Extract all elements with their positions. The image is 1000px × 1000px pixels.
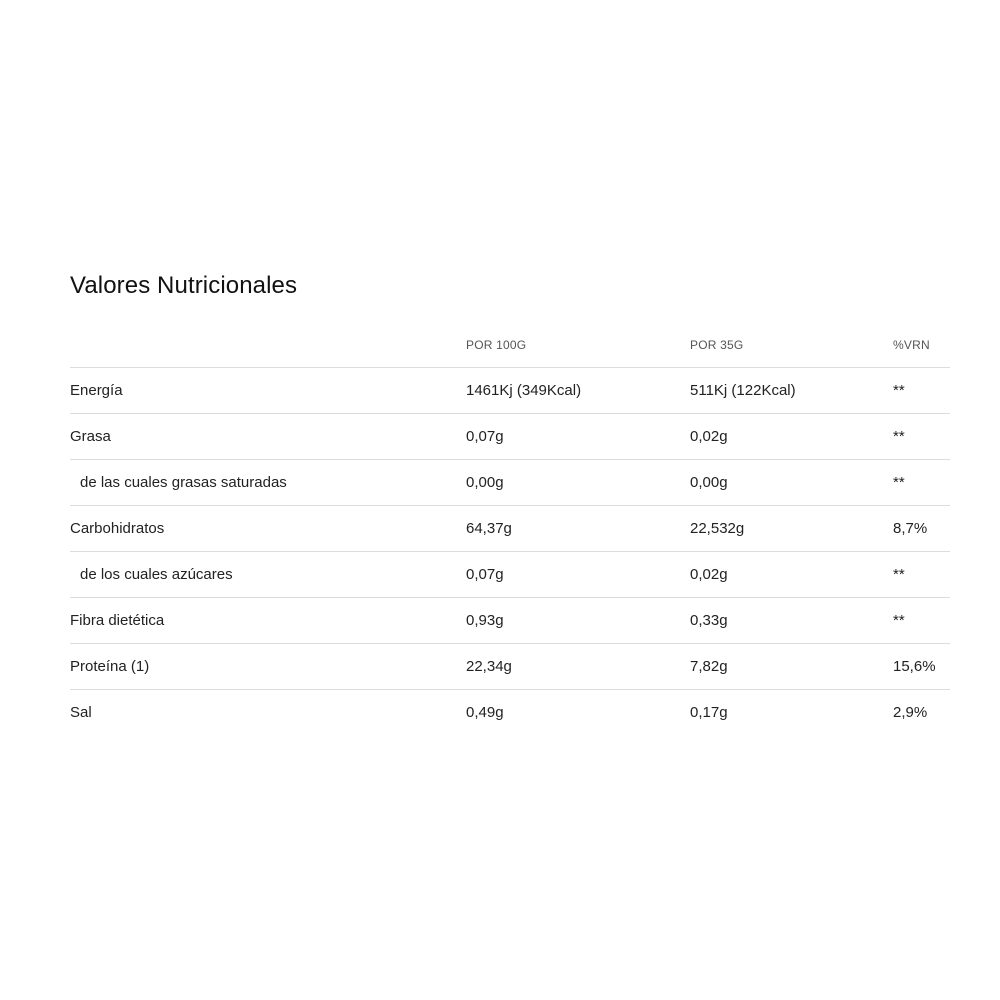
nutrient-name: Carbohidratos bbox=[70, 506, 466, 552]
value-vrn: ** bbox=[893, 460, 950, 506]
header-vrn: %VRN bbox=[893, 322, 950, 368]
header-nutrient bbox=[70, 322, 466, 368]
value-vrn: 2,9% bbox=[893, 704, 928, 721]
value-per-100g: 64,37g bbox=[466, 506, 690, 552]
value-per-100g: 22,34g bbox=[466, 644, 690, 690]
nutrient-name: Energía bbox=[70, 368, 466, 414]
table-row bbox=[70, 644, 950, 690]
value-per-35g: 0,33g bbox=[690, 598, 893, 644]
page-title: Valores Nutricionales bbox=[70, 272, 298, 299]
value-per-35g: 0,02g bbox=[690, 552, 893, 598]
value-per-100g: 0,49g bbox=[466, 704, 504, 721]
table-row bbox=[70, 690, 950, 736]
nutrient-name: de los cuales azúcares bbox=[70, 552, 466, 598]
nutrient-name: Grasa bbox=[70, 414, 466, 460]
value-per-35g: 7,82g bbox=[690, 644, 893, 690]
table-row bbox=[70, 368, 950, 414]
table-header-row bbox=[70, 322, 950, 368]
value-per-35g: 0,02g bbox=[690, 414, 893, 460]
value-per-100g: 0,07g bbox=[466, 414, 690, 460]
table-row bbox=[70, 506, 950, 552]
value-per-35g: 511Kj (122Kcal) bbox=[690, 368, 893, 414]
header-per-35g: POR 35G bbox=[690, 322, 893, 368]
table-row bbox=[70, 552, 950, 598]
header-per-100g: POR 100G bbox=[466, 322, 690, 368]
table-row bbox=[70, 460, 950, 506]
value-vrn: ** bbox=[893, 414, 950, 460]
value-per-100g: 0,93g bbox=[466, 598, 690, 644]
value-vrn: 8,7% bbox=[893, 506, 950, 552]
value-per-100g: 0,00g bbox=[466, 460, 690, 506]
value-per-35g: 0,00g bbox=[690, 460, 893, 506]
value-per-100g: 0,07g bbox=[466, 552, 690, 598]
value-per-100g: 1461Kj (349Kcal) bbox=[466, 368, 690, 414]
table-row bbox=[70, 598, 950, 644]
value-vrn: 15,6% bbox=[893, 644, 950, 690]
nutrient-name: Fibra dietética bbox=[70, 598, 466, 644]
value-vrn: ** bbox=[893, 552, 950, 598]
nutrient-name: Proteína (1) bbox=[70, 644, 466, 690]
nutrition-table bbox=[70, 322, 950, 735]
value-per-35g: 22,532g bbox=[690, 506, 893, 552]
value-per-35g: 0,17g bbox=[690, 704, 728, 721]
value-vrn: ** bbox=[893, 368, 950, 414]
nutrient-name: Sal bbox=[70, 704, 92, 721]
nutrient-name: de las cuales grasas saturadas bbox=[70, 460, 466, 506]
table-row bbox=[70, 414, 950, 460]
value-vrn: ** bbox=[893, 598, 950, 644]
